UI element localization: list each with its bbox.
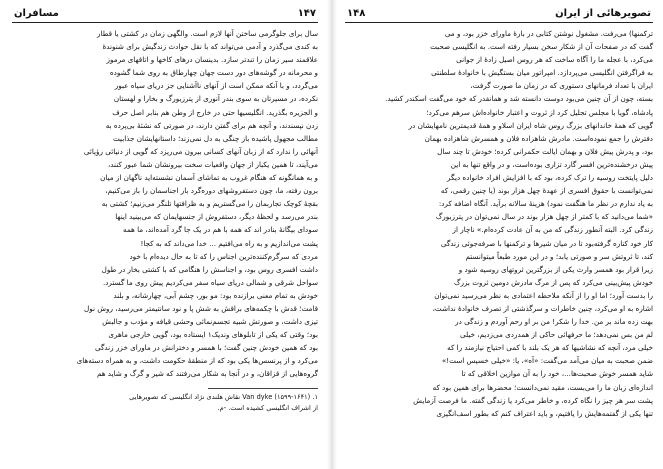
text-line: تنها یکی از گفتمه‌هایش را یافتیم، و باید اعتراف کنم که بطور اسف‌انگیزی xyxy=(436,408,653,418)
text-line: نکرده، در مسیرتان به سوی بندر آنوری از پترزبورگ و بخارا و لهستان xyxy=(113,94,318,104)
text-line: ۱. Van dyke (۱۵۹۹-۱۶۴۱) نقاش هلندی نژاد انگلیسی که تصویرهایی xyxy=(129,392,318,401)
page-header xyxy=(12,8,318,23)
text-line: به فراگرفتن انگلیسی می‌پردازد. امپراتور میان بستگیش با خانوادهٔ سلطنتی xyxy=(431,68,653,78)
text-line: خیلی مرد، آنچه که نشاشیها که هر یک بلند با کمی احتیاج نیازمند را که xyxy=(447,343,653,353)
text-line: بود، و پدرش پیش فلان و بهمان ایالت حکمرانی کرده؛ خودش تا چند سال xyxy=(437,146,653,156)
text-line: بندر می‌رسد و لحظهٔ دیگر، دستفروش از جنسهایمان که می‌بینید اینها xyxy=(115,212,318,222)
text-line: علاقمند سیر زمان را تندتر سازد. بدینسان درهای کاخها و اتاقهای مرموز xyxy=(106,55,318,65)
text-line: قامت؛ قدش با چکمه‌های براقش به شش پا و نود سانتیمتر می‌رسید، روش نول xyxy=(84,303,318,313)
text-line: می‌کرد و از پرنسس‌ها یکی بود که از منطقهٔ حکومت داشت، و به همراه دسته‌های xyxy=(76,356,318,366)
text-line: دفترش را جمع نموده‌است. مادرش شاهزاده فلان و همسرش شاهزاده بهمان xyxy=(424,133,653,143)
text-line: لم من بس نمی‌دهد؛ ما حرفهائی حاکی از همدردی می‌زدیم، خیلی xyxy=(459,330,653,340)
text-line: به کندی می‌گذرد و آدمی می‌تواند که با نقل حوادث زندگیش برای شنوندهٔ xyxy=(102,42,318,52)
text-line: پشت سر هر چیز را نگاه کرده، و خاطر می‌کرد یا زندگی گفته. ما فرصت آزمایش xyxy=(413,395,653,405)
text-line: گویی که همهٔ خاندانهای بزرگ روس شاه ایران اسلاو و همهٔ قدیمترین نامهایشان در xyxy=(408,120,653,130)
text-line: کند، تا ثروتش سر و صورتی یابد؛ و در این مورد طبعاً میتوانستم xyxy=(465,251,653,261)
book-gutter xyxy=(327,0,337,469)
text-line: به یاد ندارم در نظر ما هنگفت نمود) هزینهٔ سالانه برآید. آنگاه اضافه کرد: xyxy=(438,199,653,209)
right-page xyxy=(345,8,653,460)
text-line: بقچهٔ کوچک تجاربمان را می‌گستریم و به ظرافتها تلنگر می‌زنیم؛ کشتی به xyxy=(101,199,318,209)
text-line: اشاره به او می‌کرد، چنین خاطرات و سرگذشتی از تصرف خانوادهٔ نداشت، xyxy=(432,303,653,313)
text-line: گفت که در صفحات آن از شکار سخن بسیار رفته است. به انگلیسی صحبت xyxy=(430,42,653,52)
text-line: نمی‌توانست با حقوق افسری از عهدهٔ چهل هزار بوند (یا چنین رقمی، که xyxy=(440,186,653,196)
text-line: سال برای جلوگرمی ساختن آنها لازم است. والگهی زمان در کشتی یا قطار xyxy=(97,29,318,38)
text-line: «شما می‌دانید که با کمتر از چهل هزار بوند در سال نمی‌توان در پترزبورگ xyxy=(435,212,653,222)
text-line: و الجزیره بگذرید. انگلیسیها حتی در خارج از وطن هم بنابر اصل حرف xyxy=(112,107,318,117)
text-line: مردی که سرگرم‌کننده‌ترین اجناس را که تا به حال دیده‌ام با خود xyxy=(129,251,318,261)
text-line: اندازه‌ای زبان ما را می‌بست، مقید نمی‌دانست؛ محضرها برای همین بود که xyxy=(432,382,653,392)
text-line: بسته، چون از آن چنین می‌بود دوست دانسته شد و همانقدر که خود می‌گفت اسکندر کشید. xyxy=(385,94,653,104)
text-line: پادشاه، گویا با مجلس تجلیل کرد از ثروت و اعتبار خانواده‌اش سرهم می‌کرد؛ xyxy=(426,107,653,117)
running-title: مسافران xyxy=(14,8,59,19)
text-line: ترکمنها) می‌رفت. مشغول نوشتن کتابی در بارهٔ ماورای خزر بود، و می xyxy=(444,29,653,38)
text-line: سواحل شرقی و شمالی دریای سیاه سفر می‌کردیم پیش روی ما گسترد. xyxy=(102,277,318,287)
text-line: برون رفته، ما، چون دستفروشهای دوره‌گرد بار اجناسمان را باز می‌کنیم، xyxy=(105,186,318,196)
text-line: می‌کرد، با عجله ما را آگاه ساخت که هر روس اصیل زادهٔ از جوانی xyxy=(456,55,653,65)
footnote xyxy=(12,392,318,414)
text-line: از اشراف انگلیسی کشیده است. -م. xyxy=(217,403,318,412)
text-line: دلیل پایتخت روسیه را ترک کرده، بود که با افزایش افراد خانواده دیگر xyxy=(447,173,653,183)
text-line: زندگی کرد. البته آنطور زندگی که من به آن عادت کرده‌ام.» ناچار از xyxy=(452,225,653,235)
text-line: را بدست آورد؛ اما او را از آنکه ملاحظه اعتمادی به نظر می‌رسید نمی‌توان xyxy=(434,290,653,300)
text-line: کار خود کناره گرفته‌بود تا در میان شیرها و ترکمنها با صرفه‌جوئی زندگی xyxy=(440,238,653,248)
text-line: ضمن صحبت به میان می‌آمد می‌گفت: «آه»، یا: «خیلی خسیس است!» xyxy=(441,356,653,366)
text-line: خودش به تمام معنی برازنده بود: مو بور، چشم آبی، چهارشانه، و بلند xyxy=(113,290,318,300)
page-number: ١۴٨ xyxy=(347,8,366,19)
text-line: سودای بیگانهٔ بنادر اند که همه با هم در یک جا گرد آمده‌اند، ما همه xyxy=(122,225,318,235)
left-page xyxy=(12,8,318,460)
text-line: خودش پیش‌بینی می‌کرد که پس از مرگ مادرش دومین ثروت بزرگ xyxy=(454,277,653,287)
text-line: داشت افسری روس بود، و اجناسش را هنگامی که با کشتی بخار در طول xyxy=(101,264,318,274)
text-line: بود؛ وقتی که یکی از تابلوهای وندیک۱ ایستاده بود، گویی خارجی ماهری xyxy=(108,330,318,340)
text-line: و به همانگونه که هنگام غروب به تماشای آسمان نشسته‌اید ناگهان از میان xyxy=(100,173,318,183)
text-line: می‌گردد، و با آنکه ممکن است از آنهای ناآشنایی جز دریای سیاه عبور xyxy=(114,81,318,91)
text-line: مطالب مجهول پاشیده باز چنگی به دل نمی‌زند؛ داستانهایشان جذابیت xyxy=(113,133,318,143)
text-line: ایران با تعداد فرمانهای دستوری که در زمان ما صورت گرفت، xyxy=(470,81,653,91)
text-line: پیش درخشنده‌ترین افسر گارد تزاری بوده‌است، و در واقع تنها به این xyxy=(450,159,653,169)
text-line: تیزی داشت، و صورتش شبیه تجسم‌نمائی وحشی قیافه و مؤدب و جالبش xyxy=(102,317,318,327)
footnote-divider xyxy=(208,388,318,389)
text-line: زیرا قرار بود همسر وارث یکی از بزرگترین ثروتهای روسیه شود و xyxy=(458,264,653,274)
page-body xyxy=(12,27,318,381)
page-body xyxy=(345,27,653,420)
text-line: بود که همین خودش چنین گفت؛ با همسر و دخترانش در ماورای خزر زندگی xyxy=(95,343,318,353)
text-line: بهت زده ماند بر من. خدا را شکر! من بر او رحم آوردم و زندگی در xyxy=(455,317,653,327)
page-number: ١۴٧ xyxy=(297,8,316,19)
text-line: پشت می‌اندازیم و به راه می‌افتیم ... خدا می‌داند که به کجا! xyxy=(140,238,318,248)
text-line: زدن نپسندند، و آنچه هم برای گفتن دارند، در صورتی که نشئهٔ بی‌پرده به xyxy=(105,120,318,130)
running-title: تصویرهائی از ایران xyxy=(555,8,651,19)
page-header xyxy=(345,8,653,23)
text-line: شاید همسر خوش صحبت‌ها...، خود را به آن موازین اخلاقی که تا xyxy=(461,369,653,379)
text-line: گروه‌هایی از قزاقان، و در آنجا به شکار می‌رفتند که شیر و گرگ و شاید هم xyxy=(96,369,318,379)
text-line: آنهائی را ندارد که از زبان آنهای کسانی بیرون می‌ریزد که گویی از دنیائی رؤیائی xyxy=(83,146,318,156)
text-line: می‌آیند، تا همین یکبار از جهان واقعیات سخت بیرونشان شما عبور کنند، xyxy=(107,159,318,169)
text-line: و محرمانه در گوشه‌های دور دست جهان چهارطاق به روی شما گشوده xyxy=(109,68,318,78)
